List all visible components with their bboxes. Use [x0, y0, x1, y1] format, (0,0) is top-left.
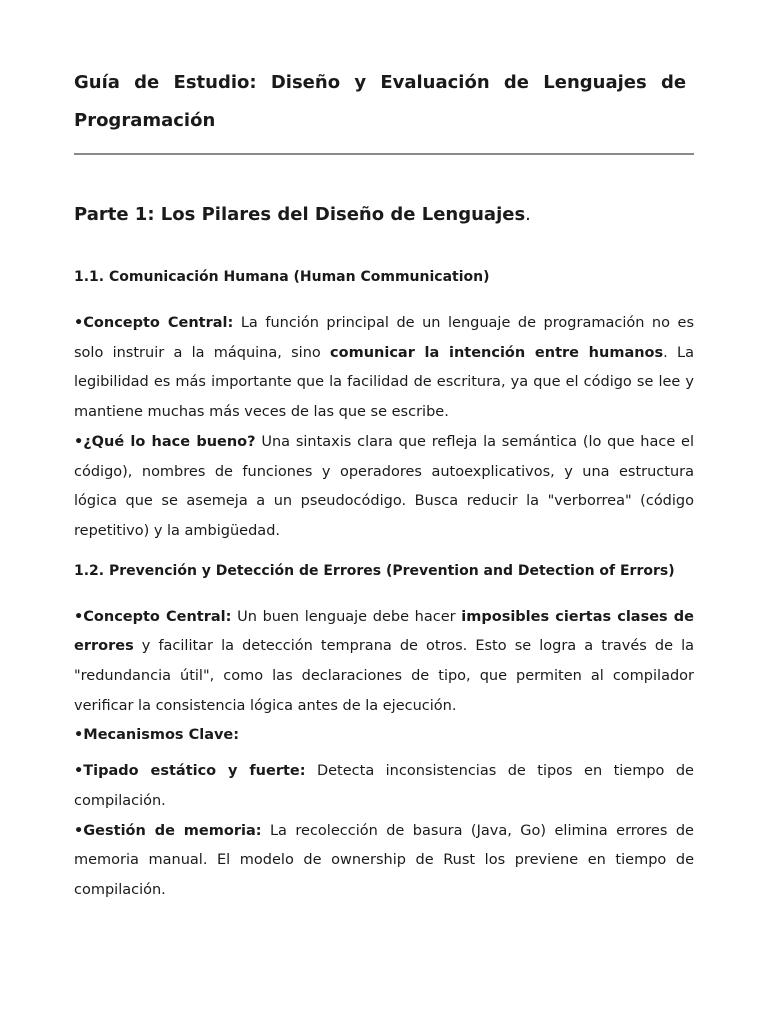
paragraph-text: . La legibilidad es más importante que la facilidad de escritura, ya que el código se lee y mantiene muchas más veces de las que se escribe. [74, 344, 694, 421]
title-divider [74, 153, 694, 155]
document-title-line2: Programación [74, 110, 216, 131]
document-title [74, 0, 694, 140]
section-1-2-paragraph-typing [74, 757, 694, 816]
paragraph-text: Detecta inconsistencias de tipos en tiempo de compilación. [74, 763, 694, 809]
section-1-1-paragraph-quality [74, 428, 694, 547]
paragraph-text: Un buen lenguaje debe hacer [231, 608, 462, 625]
document-title-line1: Guía de Estudio: Diseño y Evaluación de Lenguajes de [74, 72, 687, 93]
part-1-title-suffix: . [525, 204, 531, 225]
section-1-2-paragraph-mechanisms [74, 721, 694, 751]
section-1-1-heading: 1.1. Comunicación Humana (Human Communication) [74, 269, 490, 285]
paragraph-text: y facilitar la detección temprana de otros. Esto se logra a través de la "redundancia útil", como las declaraciones de tipo, que permiten al compilador verificar la consistencia lógica antes de la ejecución. [74, 638, 694, 714]
bullet-label: •Mecanismos Clave: [74, 727, 240, 744]
part-1-title-text: Parte 1: Los Pilares del Diseño de Lenguajes [74, 204, 526, 225]
bullet-label: •Tipado estático y fuerte: [74, 763, 306, 780]
paragraph-text: La recolección de basura (Java, Go) elimina errores de memoria manual. El modelo de [74, 822, 694, 869]
term-text: ownership [331, 852, 406, 869]
section-1-2-heading: 1.2. Prevención y Detección de Errores (Prevention and Detection of Errors) [74, 562, 675, 579]
bullet-label: •Concepto Central: [74, 608, 232, 625]
paragraph-text: Una sintaxis clara que refleja la semántica (lo que hace el código), nombres de funciones y operadores autoexplicativos, y una estructura lógica que se asemeja a un pseudocódigo. Busca reducir la "verborrea" (código repetitivo) y la ambigüedad. [74, 433, 694, 539]
section-1-2-paragraph-memory [74, 817, 694, 906]
emphasis-text: comunicar la intención entre humanos [330, 344, 664, 361]
paragraph-text: La función principal de un lenguaje de programación no es solo instruir a la máquina, sino [74, 315, 694, 361]
bullet-label: •¿Qué lo hace bueno? [74, 433, 256, 450]
bullet-label: •Gestión de memoria: [74, 822, 262, 839]
paragraph-text: de Rust los previene en tiempo de compilación. [74, 852, 694, 898]
part-1-title [74, 201, 694, 229]
section-1-2-paragraph-concept [74, 603, 694, 722]
emphasis-text: imposibles ciertas clases de errores [74, 608, 694, 655]
bullet-label: •Concepto Central: [74, 315, 234, 331]
section-1-1-paragraph-concept [74, 309, 694, 428]
